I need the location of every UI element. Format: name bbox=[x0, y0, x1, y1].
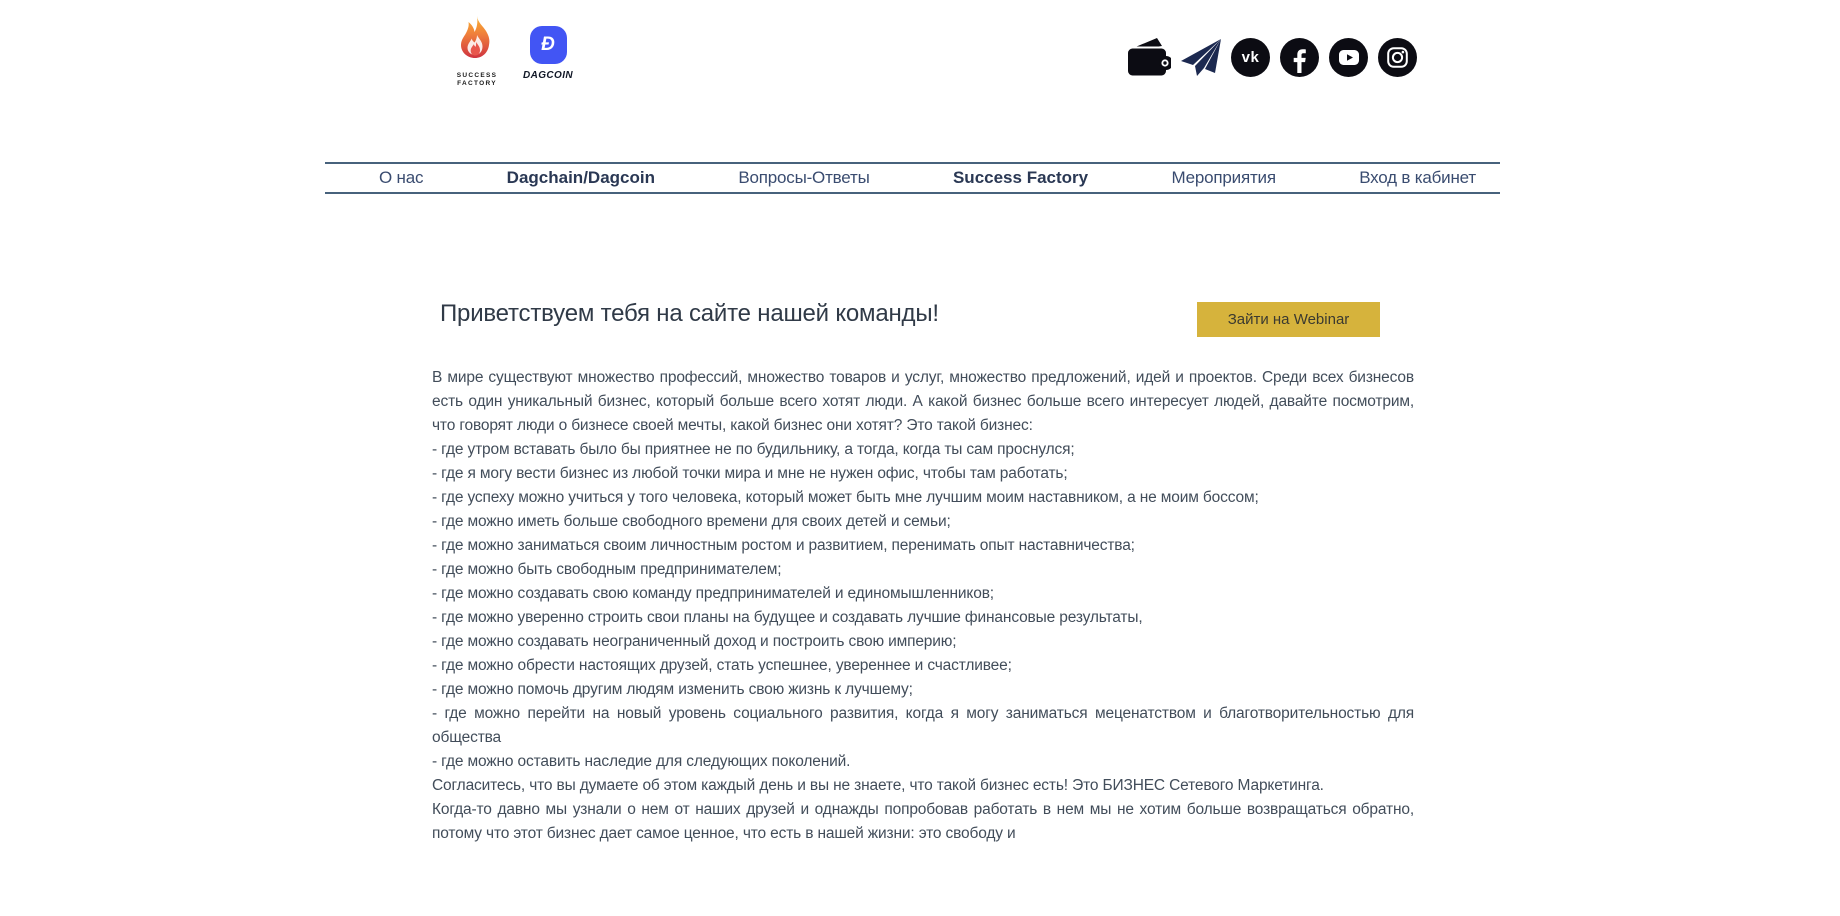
paragraph: - где можно обрести настоящих друзей, стать успешнее, увереннее и счастливее; bbox=[432, 657, 1012, 674]
paragraph: - где можно уверенно строить свои планы на будущее и создавать лучшие финансовые результаты, bbox=[432, 609, 1143, 626]
paragraph: - где можно создавать свою команду предпринимателей и единомышленников; bbox=[432, 585, 994, 602]
dagcoin-wordmark: DAGCOIN bbox=[522, 70, 574, 81]
paragraph: Когда-то давно мы узнали о нем от наших друзей и однажды попробовав работать в нем мы не хотим больше возвращаться обратно, потому что этот бизнес дает самое ценное, что есть в нашей жизни: это свободу и bbox=[432, 801, 1414, 842]
paragraph: - где успеху можно учиться у того человека, который может быть мне лучшим моим наставником, а не моим боссом; bbox=[432, 489, 1259, 506]
nav-item-about[interactable]: О нас bbox=[379, 168, 424, 187]
paragraph: Согласитесь, что вы думаете об этом каждый день и вы не знаете, что такой бизнес есть! Это БИЗНЕС Сетевого Маркетинга. bbox=[432, 777, 1324, 794]
main-nav bbox=[325, 162, 1500, 194]
nav-item-dagchain-dagcoin[interactable]: Dagchain/Dagcoin bbox=[506, 168, 655, 187]
paragraph: - где можно перейти на новый уровень социального развития, когда я могу заниматься меценатством и благотворительностью для общества bbox=[432, 705, 1414, 746]
nav-item-events[interactable]: Мероприятия bbox=[1171, 168, 1276, 187]
paragraph: - где утром вставать было бы приятнее не по будильнику, а тогда, когда ты сам проснулся; bbox=[432, 441, 1075, 458]
paragraph: В мире существуют множество профессий, множество товаров и услуг, множество предложений, идей и проектов. Среди всех бизнесов есть один уникальный бизнес, который больше всего хотят люди. А какой бизнес больше всего интересует людей, давайте посмотрим, что говорят люди о бизнесе своей мечты, какой бизнес они хотят? Это такой бизнес: bbox=[432, 369, 1414, 434]
instagram-icon[interactable] bbox=[1378, 38, 1417, 77]
paragraph: - где можно помочь другим людям изменить свою жизнь к лучшему; bbox=[432, 681, 913, 698]
dagcoin-logo bbox=[519, 26, 577, 81]
paragraph: - где можно создавать неограниченный доход и построить свою империю; bbox=[432, 633, 957, 650]
success-factory-logo bbox=[448, 16, 506, 88]
youtube-icon[interactable] bbox=[1329, 38, 1368, 77]
paragraph: - где можно заниматься своим личностным ростом и развитием, перенимать опыт наставничества; bbox=[432, 537, 1135, 554]
flame-icon bbox=[460, 16, 494, 64]
paragraph: - где можно оставить наследие для следующих поколений. bbox=[432, 753, 851, 770]
nav-item-faq[interactable]: Вопросы-Ответы bbox=[738, 168, 870, 187]
wallet-icon[interactable] bbox=[1126, 36, 1171, 78]
paragraph: - где можно быть свободным предпринимателем; bbox=[432, 561, 782, 578]
paragraph: - где можно иметь больше свободного времени для своих детей и семьи; bbox=[432, 513, 951, 530]
webinar-button[interactable]: Зайти на Webinar bbox=[1197, 302, 1380, 337]
nav-item-success-factory[interactable]: Success Factory bbox=[952, 168, 1089, 187]
intro-text bbox=[432, 366, 1414, 846]
dagcoin-symbol-icon: Đ bbox=[530, 26, 567, 64]
page-title: Приветствуем тебя на сайте нашей команды! bbox=[440, 300, 939, 327]
paragraph: - где я могу вести бизнес из любой точки мира и мне не нужен офис, чтобы там работать; bbox=[432, 465, 1068, 482]
nav-item-login[interactable]: Вход в кабинет bbox=[1359, 168, 1476, 187]
success-factory-wordmark: SUCCESS FACTORY bbox=[456, 72, 498, 87]
social-links bbox=[1126, 35, 1417, 79]
facebook-icon[interactable] bbox=[1280, 38, 1319, 77]
vk-icon[interactable]: vk bbox=[1231, 38, 1270, 77]
telegram-icon[interactable] bbox=[1181, 38, 1221, 76]
